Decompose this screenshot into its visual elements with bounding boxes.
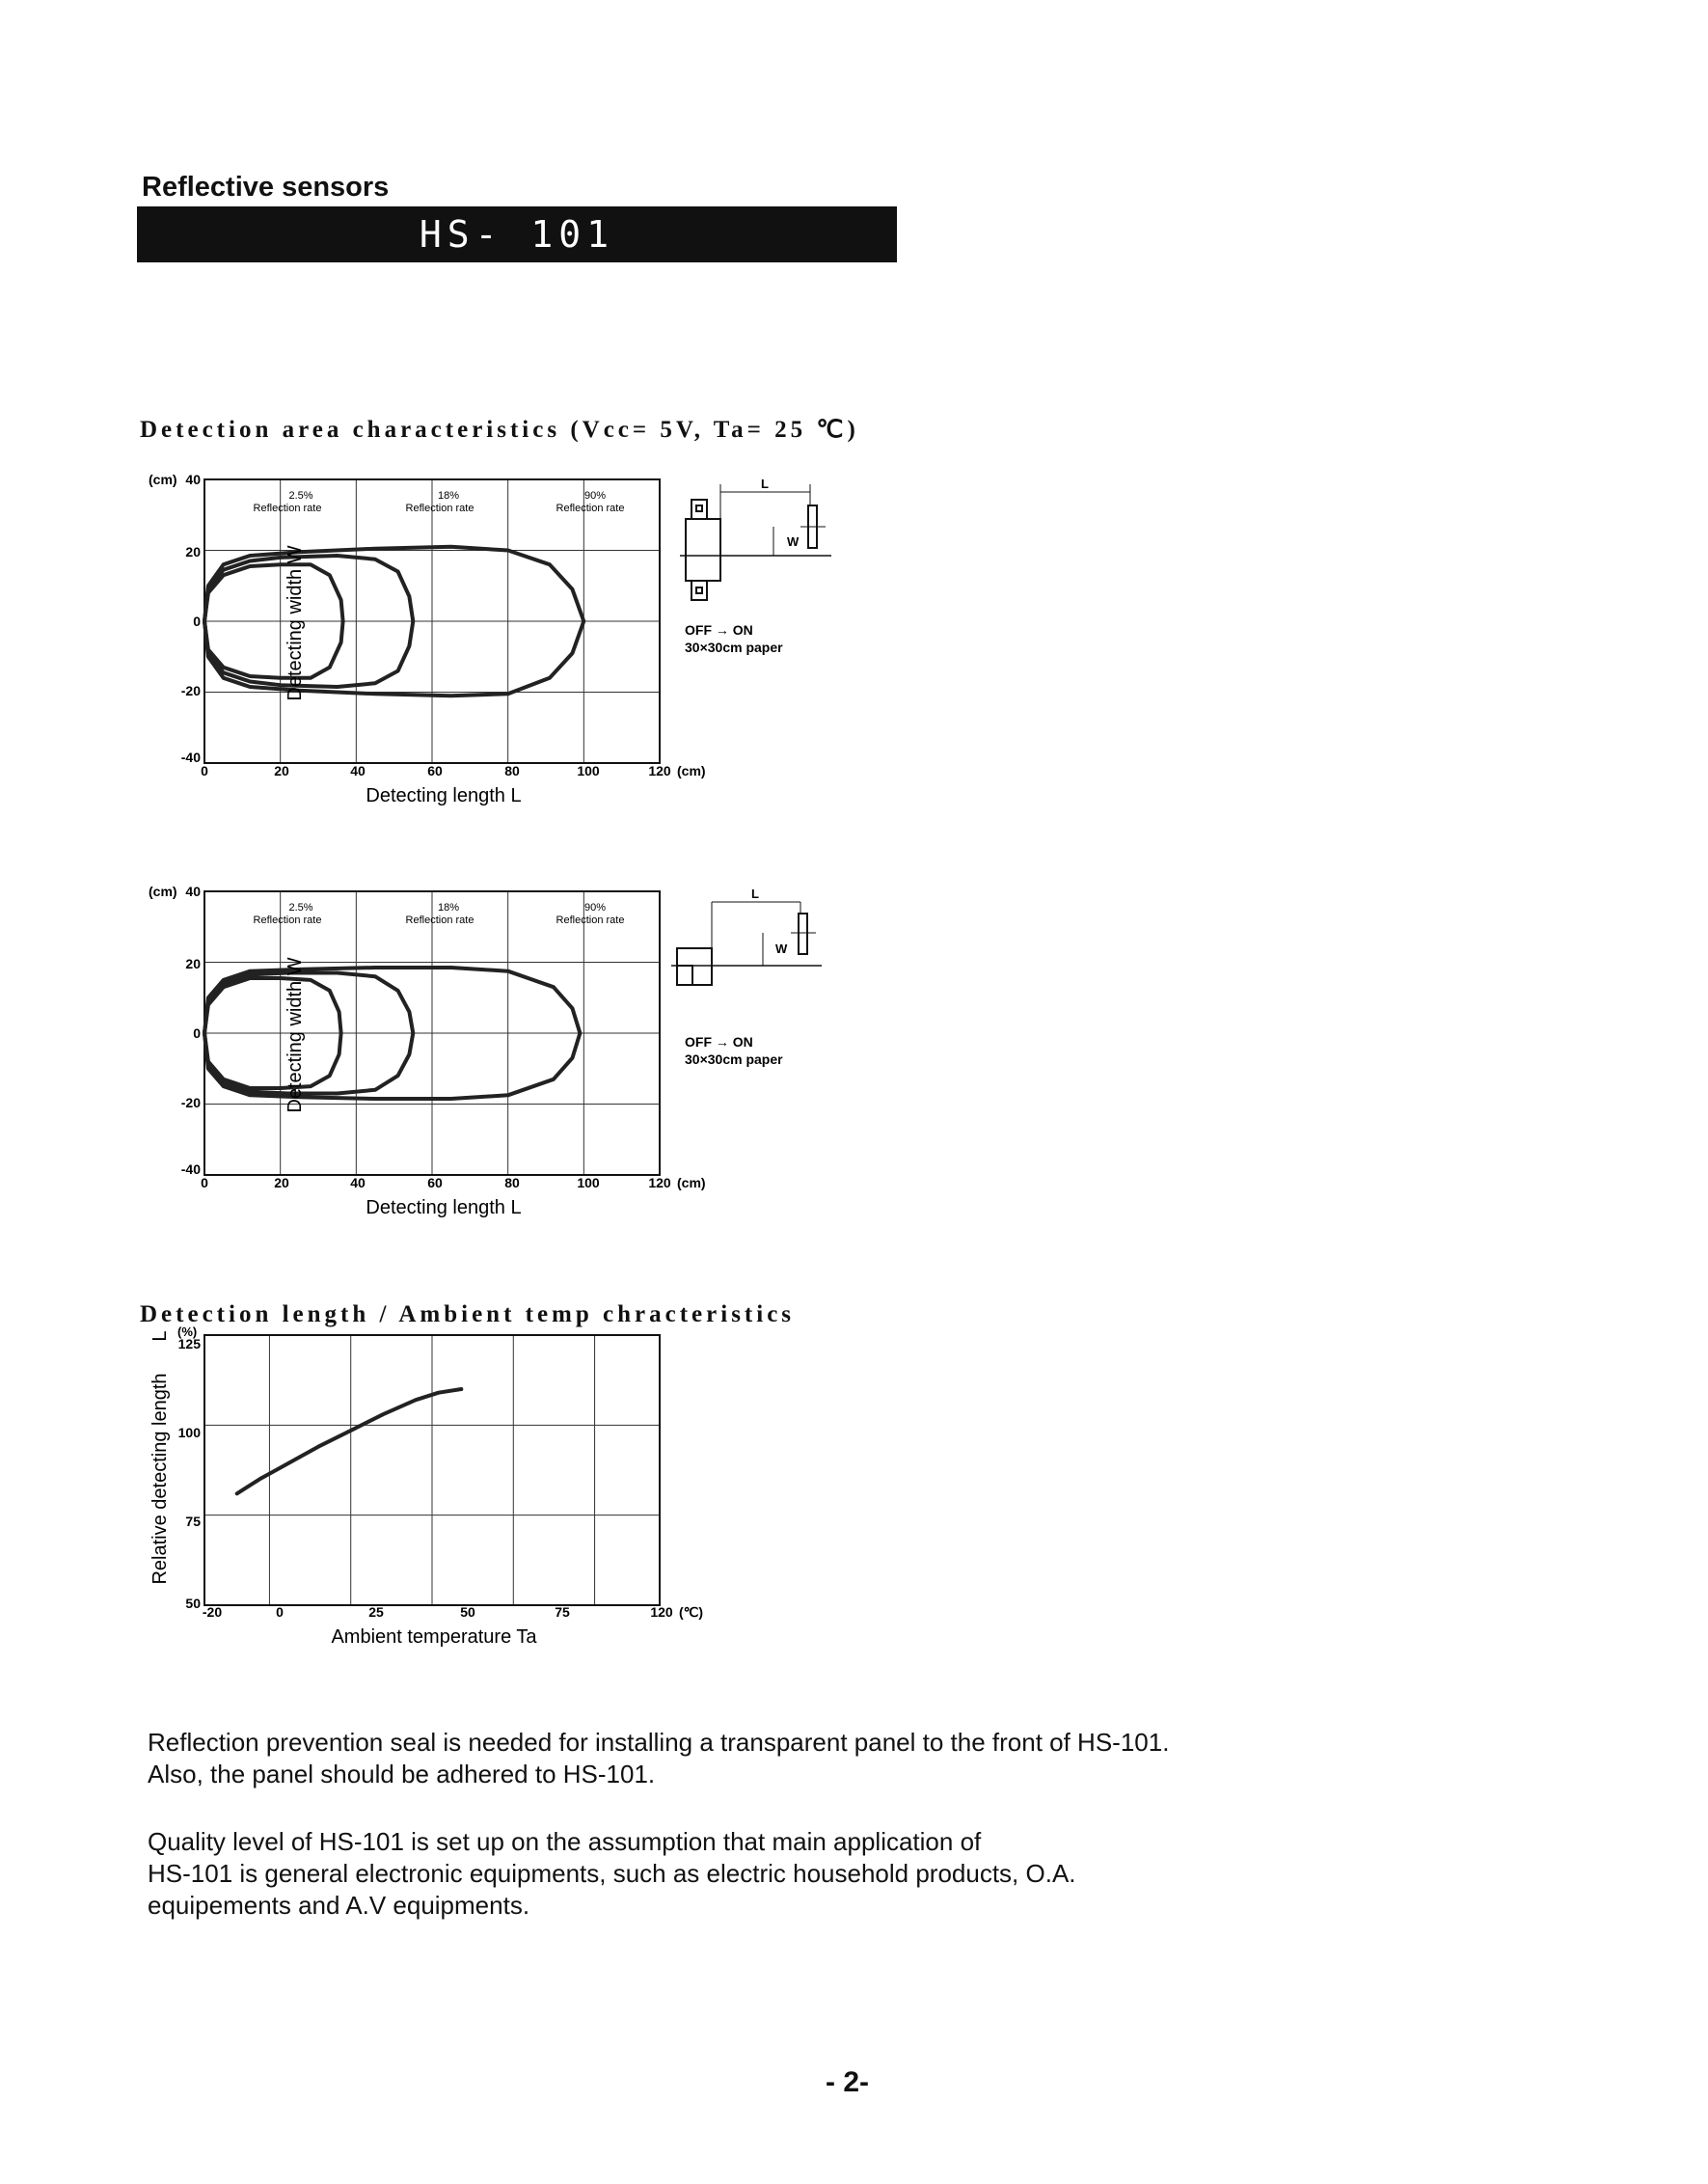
sensor-lens bbox=[677, 966, 692, 985]
y-tick-label: 75 bbox=[185, 1514, 201, 1529]
diagram-caption: 30×30cm paper bbox=[685, 640, 783, 655]
y-axis-title: Detecting width W bbox=[285, 957, 306, 1113]
annotation-value: 18% bbox=[437, 902, 460, 914]
category-heading: Reflective sensors bbox=[142, 172, 390, 203]
page-number: - 2- bbox=[826, 2066, 869, 2098]
x-tick-label: 20 bbox=[274, 1175, 289, 1190]
x-tick-label: 0 bbox=[201, 763, 208, 778]
x-tick-label: 80 bbox=[504, 1175, 520, 1190]
sensor-body bbox=[686, 519, 720, 581]
note-line: HS-101 is general electronic equipments, such as electric household products, O.A. bbox=[148, 1859, 1076, 1888]
x-tick-label: 0 bbox=[201, 1175, 208, 1190]
annotation-value: 90% bbox=[583, 490, 607, 502]
annotation-caption: Reflection rate bbox=[405, 915, 474, 926]
diagram-caption: OFF → ON bbox=[685, 1034, 753, 1050]
y-axis-title: Relative detecting length bbox=[149, 1373, 171, 1585]
note-line: Reflection prevention seal is needed for installing a transparent panel to the front of HS-101. bbox=[148, 1728, 1170, 1757]
y-tick-label: 125 bbox=[177, 1336, 201, 1351]
note-transparent-panel bbox=[148, 1727, 1498, 1790]
x-tick-label: 100 bbox=[577, 763, 600, 778]
diagram-length-label: L bbox=[751, 887, 759, 901]
x-tick-label: 40 bbox=[350, 1175, 366, 1190]
target-paper bbox=[799, 914, 807, 954]
x-tick-label: 25 bbox=[368, 1604, 384, 1620]
sensor-dot-top bbox=[696, 505, 702, 511]
annotation-value: 2.5% bbox=[288, 902, 313, 914]
annotation-caption: Reflection rate bbox=[253, 915, 322, 926]
annotation-value: 90% bbox=[583, 902, 607, 914]
diagram-caption: 30×30cm paper bbox=[685, 1051, 783, 1067]
y-axis-symbol: L bbox=[149, 1330, 171, 1342]
chart-grid bbox=[204, 479, 660, 763]
diagram-width-label: W bbox=[775, 942, 788, 956]
chart-grid bbox=[204, 891, 660, 1175]
x-axis-title: Ambient temperature Ta bbox=[331, 1626, 537, 1648]
annotation-value: 2.5% bbox=[288, 490, 313, 502]
x-unit-label: (cm) bbox=[677, 1175, 706, 1190]
x-unit-label: (cm) bbox=[677, 763, 706, 778]
detection-area-chart-2 bbox=[135, 883, 849, 1230]
x-tick-label: 120 bbox=[648, 763, 671, 778]
annotation-caption: Reflection rate bbox=[405, 503, 474, 514]
x-tick-label: 80 bbox=[504, 763, 520, 778]
detection-area-chart-1 bbox=[135, 471, 849, 818]
sensor-dot-bottom bbox=[696, 587, 702, 593]
sensor-diagram bbox=[671, 902, 822, 985]
annotation-caption: Reflection rate bbox=[556, 915, 625, 926]
y-tick-label: 40 bbox=[185, 884, 201, 899]
y-tick-label: -20 bbox=[180, 1095, 201, 1110]
detection-area-title: Detection area characteristics (Vcc= 5V, Ta= 25 ℃) bbox=[140, 417, 859, 443]
sensor-lens-top bbox=[691, 500, 707, 519]
sensor-diagram bbox=[680, 484, 831, 600]
y-tick-label: 50 bbox=[185, 1596, 201, 1611]
temperature-chart bbox=[135, 1324, 849, 1667]
detection-temp-title: Detection length / Ambient temp chracteristics bbox=[140, 1301, 796, 1327]
y-tick-label: 100 bbox=[177, 1425, 201, 1440]
x-tick-label: 20 bbox=[274, 763, 289, 778]
y-tick-label: 40 bbox=[185, 472, 201, 487]
model-title-bar bbox=[137, 206, 897, 262]
y-tick-label: 0 bbox=[193, 1025, 201, 1041]
sensor-lens-bottom bbox=[691, 581, 707, 600]
note-line: Also, the panel should be adhered to HS-101. bbox=[148, 1760, 656, 1788]
x-tick-label: 0 bbox=[276, 1604, 284, 1620]
y-tick-label: -40 bbox=[180, 750, 201, 765]
y-tick-label: 20 bbox=[185, 544, 201, 560]
x-tick-label: 50 bbox=[460, 1604, 475, 1620]
x-tick-label: 60 bbox=[427, 1175, 443, 1190]
y-tick-label: 20 bbox=[185, 956, 201, 971]
annotation-caption: Reflection rate bbox=[253, 503, 322, 514]
note-line: Quality level of HS-101 is set up on the assumption that main application of bbox=[148, 1827, 982, 1856]
diagram-length-label: L bbox=[761, 477, 769, 491]
x-tick-label: 100 bbox=[577, 1175, 600, 1190]
y-tick-label: -40 bbox=[180, 1161, 201, 1177]
x-unit-label: (℃) bbox=[679, 1604, 704, 1620]
y-unit-label: (%) bbox=[177, 1324, 198, 1339]
y-unit-label: (cm) bbox=[149, 472, 177, 487]
x-tick-label: 40 bbox=[350, 763, 366, 778]
diagram-caption: OFF → ON bbox=[685, 622, 753, 638]
x-tick-label: 60 bbox=[427, 763, 443, 778]
x-axis-title: Detecting length L bbox=[366, 1197, 522, 1218]
diagram-width-label: W bbox=[787, 534, 800, 549]
chart-series bbox=[237, 1389, 462, 1493]
y-axis-title: Detecting width W bbox=[285, 545, 306, 701]
x-tick-label: -20 bbox=[202, 1604, 223, 1620]
annotation-value: 18% bbox=[437, 490, 460, 502]
x-tick-label: 120 bbox=[650, 1604, 673, 1620]
x-axis-title: Detecting length L bbox=[366, 785, 522, 806]
y-tick-label: -20 bbox=[180, 683, 201, 698]
note-line: equipements and A.V equipments. bbox=[148, 1891, 530, 1920]
x-tick-label: 120 bbox=[648, 1175, 671, 1190]
y-tick-label: 0 bbox=[193, 614, 201, 629]
model-title: HS- 101 bbox=[419, 213, 615, 256]
series-line bbox=[237, 1389, 462, 1493]
x-tick-label: 75 bbox=[555, 1604, 570, 1620]
note-quality-level bbox=[148, 1826, 1498, 1922]
annotation-caption: Reflection rate bbox=[556, 503, 625, 514]
y-unit-label: (cm) bbox=[149, 884, 177, 899]
